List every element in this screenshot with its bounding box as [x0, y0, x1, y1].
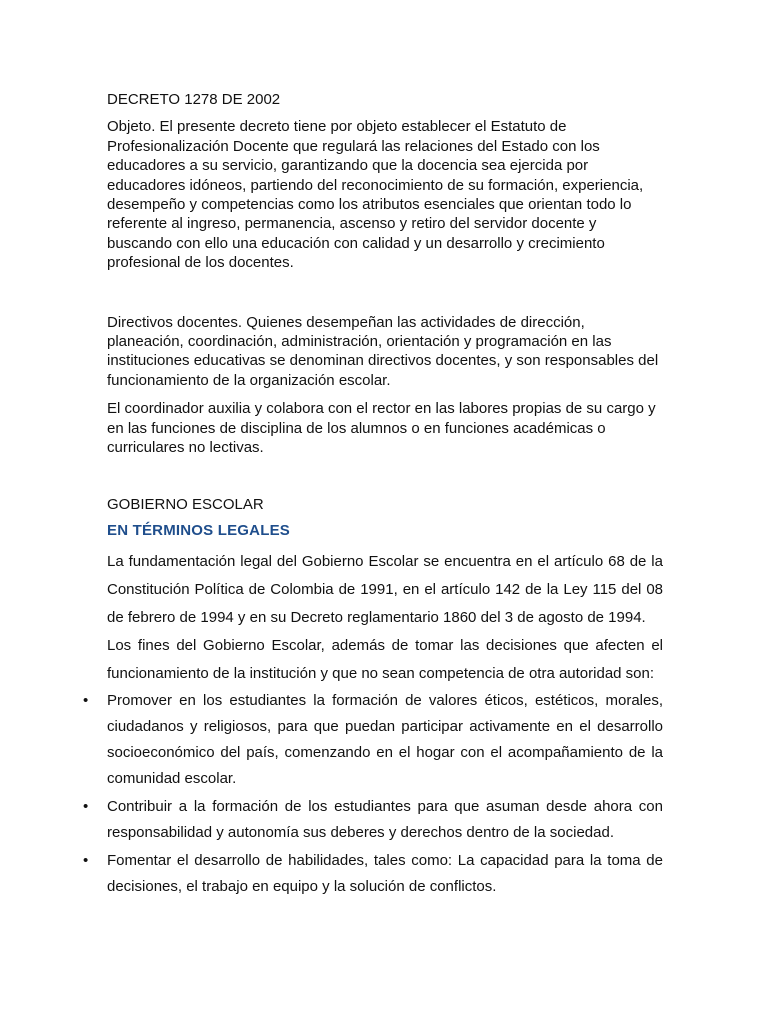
- list-item-text: Promover en los estudiantes la formación de valores éticos, estéticos, morales, ciudadanos y religiosos, para que puedan participar activamente en el desarrollo socioeconómico del país, comenzando en el hogar con el acompañamiento de la comunidad escolar.: [107, 691, 663, 787]
- fines-list: [83, 688, 663, 900]
- list-item-text: Contribuir a la formación de los estudiantes para que asuman desde ahora con responsabilidad y autonomía sus deberes y derechos dentro de la sociedad.: [107, 797, 663, 841]
- bullet-icon: •: [83, 691, 89, 709]
- list-item: [83, 688, 663, 792]
- list-item-text: Fomentar el desarrollo de habilidades, tales como: La capacidad para la toma de decisiones, el trabajo en equipo y la solución de conflictos.: [107, 851, 663, 895]
- document-page: [83, 90, 663, 902]
- fundamentacion-paragraph: La fundamentación legal del Gobierno Escolar se encuentra en el artículo 68 de la Constitución Política de Colombia de 1991, en el artículo 142 de la Ley 115 del 08 de febrero de 1994 y en su Decreto reglamentario 1860 del 3 de agosto de 1994.: [107, 552, 663, 626]
- directivos-paragraph: Directivos docentes. Quienes desempeñan las actividades de dirección, planeación, coordinación, administración, orientación y programación en las instituciones educativas se denominan directivos docentes, y son responsables del funcionamiento de la organización escolar.: [107, 313, 659, 389]
- coordinador-paragraph: El coordinador auxilia y colabora con el rector en las labores propias de su cargo y en las funciones de disciplina de los alumnos o en funciones académicas o curriculares no lectivas.: [107, 400, 656, 457]
- list-item: [83, 848, 663, 900]
- fines-intro-paragraph: Los fines del Gobierno Escolar, además de tomar las decisiones que afecten el funcionamiento de la institución y que no sean competencia de otra autoridad son:: [107, 636, 663, 682]
- document-title: DECRETO 1278 DE 2002: [107, 91, 281, 108]
- legal-terms-heading: EN TÉRMINOS LEGALES: [107, 521, 290, 539]
- objeto-paragraph: Objeto. El presente decreto tiene por objeto establecer el Estatuto de Profesionalización Docente que regulará las relaciones del Estado con los educadores a su servicio, garantizando que la docencia sea ejercida por educadores idóneos, partiendo del reconocimiento de su formación, experiencia, desempeño y competencias como los atributos esenciales que orientan todo lo referente al ingreso, permanencia, ascenso y retiro del servidor docente y buscando con ello una educación con calidad y un desarrollo y crecimiento profesional de los docentes.: [107, 118, 644, 272]
- list-item: [83, 794, 663, 846]
- bullet-icon: •: [83, 797, 89, 815]
- gobierno-escolar-heading: GOBIERNO ESCOLAR: [107, 495, 264, 513]
- bullet-icon: •: [83, 851, 89, 869]
